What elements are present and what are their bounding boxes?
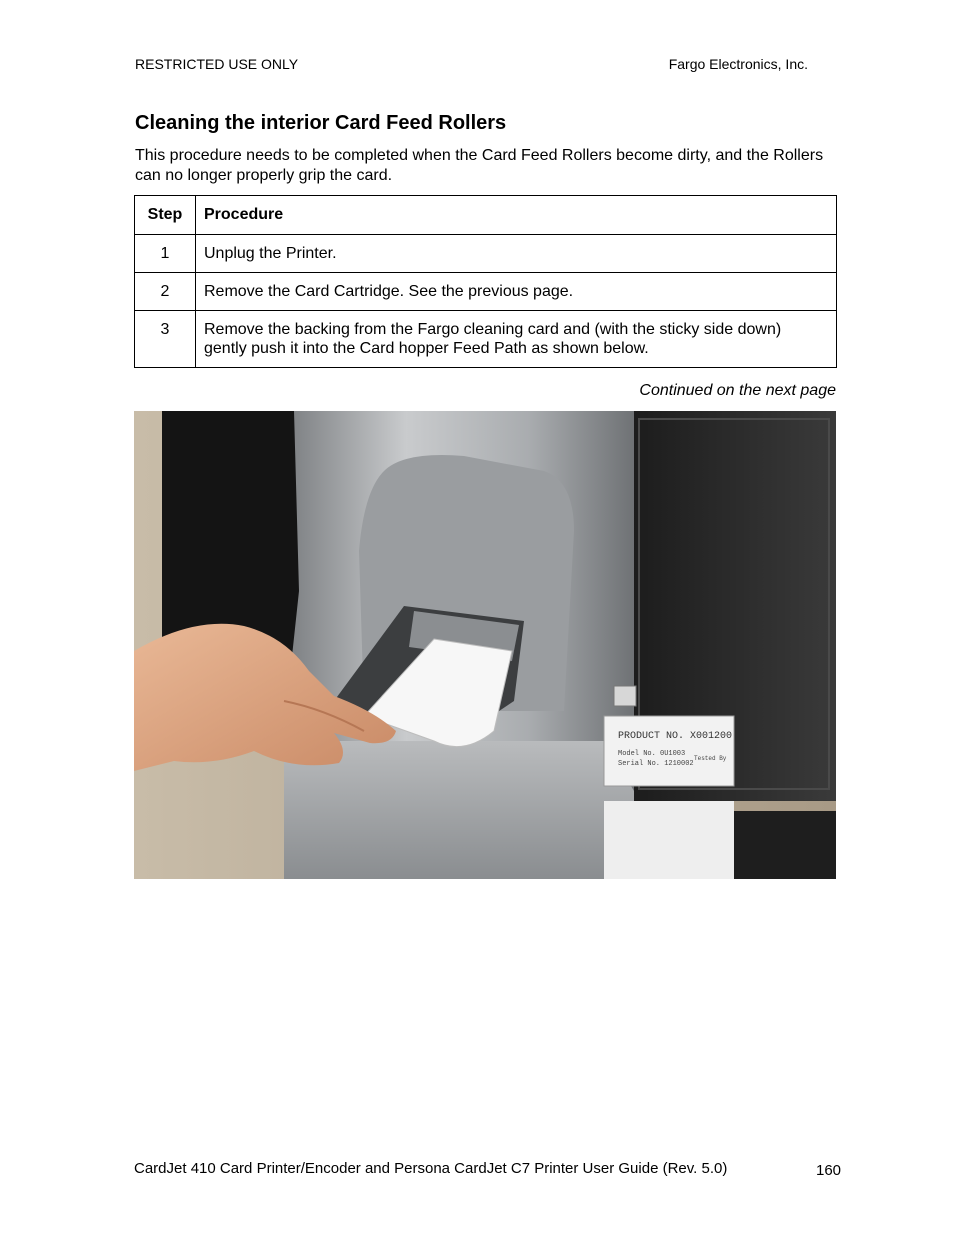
table-row bbox=[135, 235, 837, 273]
page-number: 160 bbox=[816, 1162, 842, 1179]
table-row bbox=[135, 311, 837, 368]
table-row bbox=[135, 273, 837, 311]
printer-cleaning-card-photo bbox=[134, 411, 836, 879]
step-number: 1 bbox=[135, 235, 196, 273]
footer-document-title: CardJet 410 Card Printer/Encoder and Persona CardJet C7 Printer User Guide (Rev. 5.0) bbox=[134, 1160, 728, 1177]
step-procedure: Remove the Card Cartridge. See the previous page. bbox=[196, 273, 837, 311]
continued-note: Continued on the next page bbox=[639, 382, 836, 399]
table-header-row bbox=[135, 196, 837, 235]
column-header-procedure: Procedure bbox=[196, 196, 837, 235]
column-header-step: Step bbox=[135, 196, 196, 235]
running-header-left: RESTRICTED USE ONLY bbox=[135, 56, 299, 72]
section-title: Cleaning the interior Card Feed Rollers bbox=[135, 112, 507, 134]
step-number: 3 bbox=[135, 311, 196, 368]
intro-paragraph: This procedure needs to be completed when the Card Feed Rollers become dirty, and the Rollers can no longer properly grip the card. bbox=[135, 147, 824, 184]
step-procedure: Remove the backing from the Fargo cleaning card and (with the sticky side down) gently push it into the Card hopper Feed Path as shown below. bbox=[196, 311, 837, 368]
running-header-right: Fargo Electronics, Inc. bbox=[668, 56, 808, 72]
label-tested-text: Tested By bbox=[694, 755, 727, 762]
label-model-text: Model No. 0U1003 bbox=[618, 750, 686, 758]
step-procedure: Unplug the Printer. bbox=[196, 235, 837, 273]
procedure-table bbox=[134, 195, 837, 368]
step-number: 2 bbox=[135, 273, 196, 311]
usb-port bbox=[614, 686, 636, 706]
label-serial-text: Serial No. 1210002 bbox=[618, 760, 694, 768]
label-product-text: PRODUCT NO. X001200 bbox=[618, 731, 733, 742]
